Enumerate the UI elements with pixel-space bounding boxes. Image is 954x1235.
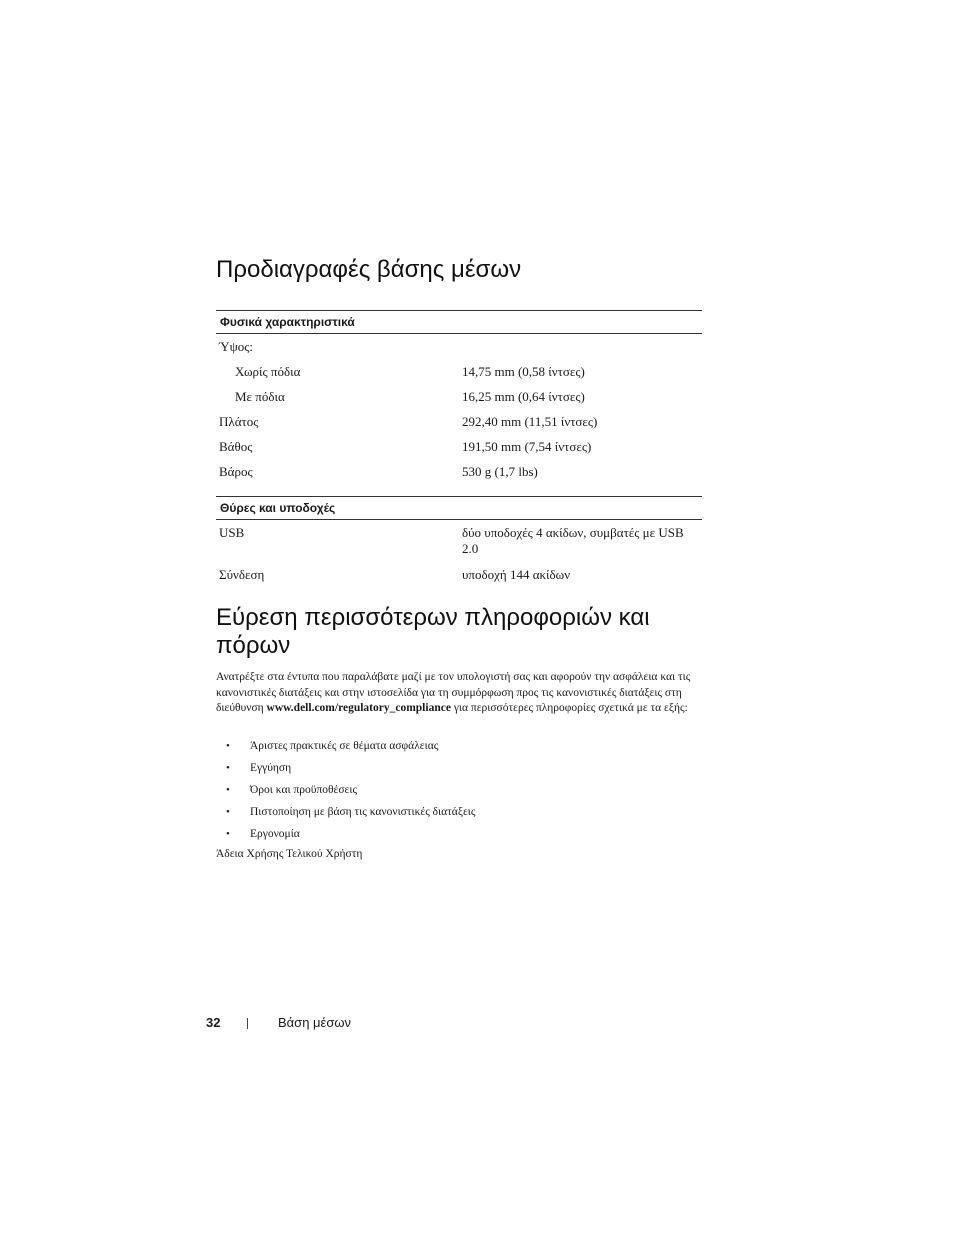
table-row bbox=[216, 520, 702, 562]
page-footer bbox=[206, 1015, 506, 1035]
physical-specs-table bbox=[216, 310, 702, 484]
list-item bbox=[216, 738, 716, 760]
list-item bbox=[216, 826, 716, 848]
ports-table bbox=[216, 496, 702, 587]
row-value: 191,50 mm (7,54 ίντσες) bbox=[462, 439, 592, 454]
list-item-text: Άριστες πρακτικές σε θέματα ασφάλειας bbox=[250, 740, 439, 752]
list-item bbox=[216, 760, 716, 782]
row-label: Βάθος bbox=[219, 439, 253, 454]
intro-paragraph bbox=[216, 670, 716, 717]
intro-text-after: για περισσότερες πληροφορίες σχετικά με τα εξής: bbox=[450, 702, 688, 714]
table-row bbox=[216, 459, 702, 484]
bullet-icon: • bbox=[226, 740, 230, 752]
section-title-more-info: Εύρεση περισσότερων πληροφοριών και πόρων bbox=[216, 604, 650, 659]
row-label: Σύνδεση bbox=[219, 567, 265, 582]
list-item bbox=[216, 804, 716, 826]
row-value: 292,40 mm (11,51 ίντσες) bbox=[462, 414, 598, 429]
row-value: 16,25 mm (0,64 ίντσες) bbox=[462, 389, 585, 404]
table-row bbox=[216, 434, 702, 459]
footer-title: Βάση μέσων bbox=[278, 1015, 352, 1030]
table-row bbox=[216, 334, 702, 359]
table-header-ports: Θύρες και υποδοχές bbox=[216, 496, 702, 520]
row-label: Πλάτος bbox=[219, 414, 259, 429]
bullet-icon: • bbox=[226, 806, 230, 818]
table-header-physical: Φυσικά χαρακτηριστικά bbox=[216, 310, 702, 334]
row-label: Χωρίς πόδια bbox=[235, 364, 301, 379]
table-row bbox=[216, 409, 702, 434]
row-label: Βάρος bbox=[219, 464, 253, 479]
closing-line: Άδεια Χρήσης Τελικού Χρήστη bbox=[216, 848, 363, 860]
table-row bbox=[216, 562, 702, 587]
page-number: 32 bbox=[206, 1015, 221, 1030]
table-row bbox=[216, 359, 702, 384]
bullet-icon: • bbox=[226, 784, 230, 796]
row-value: δύο υποδοχές 4 ακίδων, συμβατές με USB 2.0 bbox=[462, 525, 684, 556]
intro-text-before: Ανατρέξτε στα έντυπα που παραλάβατε μαζί με τον υπολογιστή σας και αφορούν την ασφάλεια και τις κανονιστικές διατάξεις και στην ιστοσελίδα για τη συμμόρφωση προς τις κανονιστικές διατάξεις στη διεύθυνση bbox=[216, 671, 691, 714]
section-title-specifications: Προδιαγραφές βάσης μέσων bbox=[216, 256, 522, 283]
footer-separator bbox=[247, 1018, 248, 1029]
bullet-icon: • bbox=[226, 762, 230, 774]
list-item bbox=[216, 782, 716, 804]
row-label-height: Ύψος: bbox=[219, 339, 254, 354]
row-value: 14,75 mm (0,58 ίντσες) bbox=[462, 364, 585, 379]
row-value: 530 g (1,7 lbs) bbox=[462, 464, 538, 479]
info-bullet-list bbox=[216, 738, 716, 848]
table-row bbox=[216, 384, 702, 409]
row-label: USB bbox=[219, 525, 245, 540]
bullet-icon: • bbox=[226, 828, 230, 840]
list-item-text: Όροι και προϋποθέσεις bbox=[250, 784, 358, 796]
row-value: υποδοχή 144 ακίδων bbox=[462, 567, 571, 582]
list-item-text: Εγγύηση bbox=[250, 762, 292, 774]
row-label: Με πόδια bbox=[235, 389, 285, 404]
list-item-text: Πιστοποίηση με βάση τις κανονιστικές διατάξεις bbox=[250, 806, 476, 818]
regulatory-url: www.dell.com/regulatory_compliance bbox=[266, 702, 451, 714]
list-item-text: Εργονομία bbox=[250, 828, 300, 840]
